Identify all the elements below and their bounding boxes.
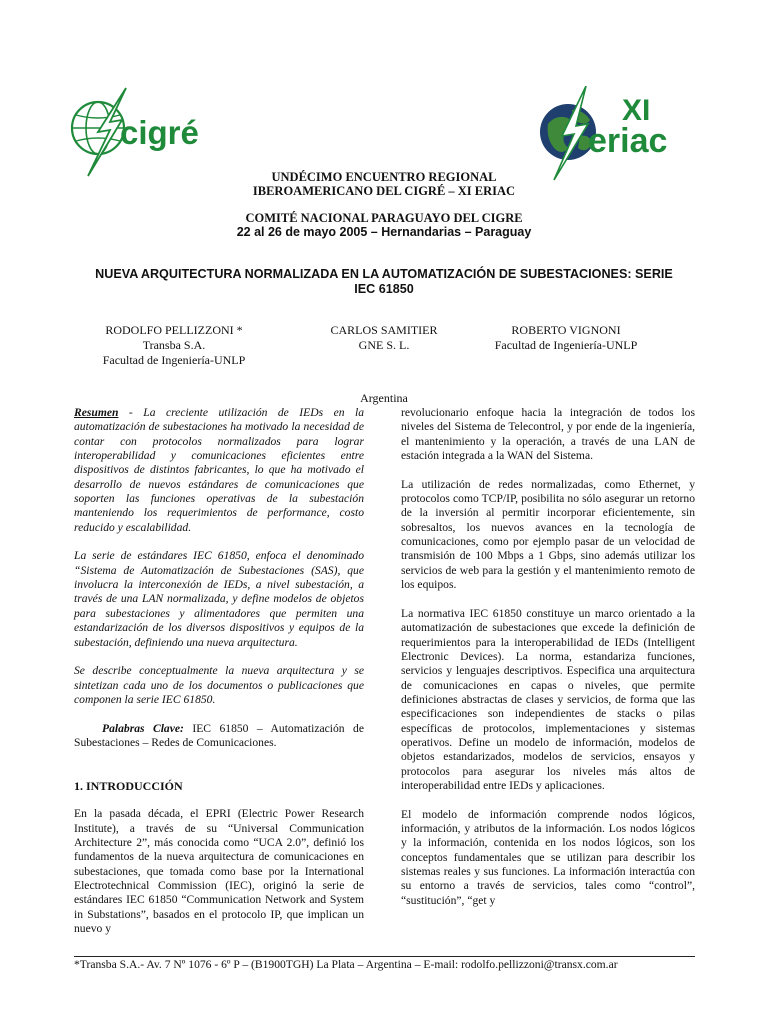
right-paragraph-4: El modelo de información comprende nodos lógicos, información, y atributos de la información. Los nodos lógicos y la información, contenida en los nodos lógicos, son los conceptos fundamentales que se utilizan para describir los sistemas reales y sus funciones. La información interactúa con su entorno a través de servicios, tales como “control”, “sustitución”, “get y [401,807,695,907]
author-2-affiliation: GNE S. L. [358,338,410,352]
cigre-logo [68,86,208,180]
cigre-globe-icon [68,86,208,180]
author-2 [284,323,484,353]
eriac-logo-text: eriac [588,122,668,160]
abstract-text-1: - La creciente utilización de IEDs en la automatización de subestaciones ha motivado la necesidad de contar con protocolos normalizados para lograr interoperabilidad y comunicaciones eficientes entre dispositivos de distintos fabricantes, lo que ha motivado el desarrollo de nuevos estándares de comunicaciones que soporten las funciones operativas de la subestación manteniendo los requerimientos de performance, costo reducido y escalabilidad. [74,406,364,534]
section-heading-intro: 1. INTRODUCCIÓN [74,778,183,793]
footnote-rule [74,956,695,957]
right-paragraph-1: revolucionario enfoque hacia la integración de todos los niveles del Sistema de Telecontrol, y por ende de la ingeniería, el mantenimiento y la operación, a través de una LAN de estación integrada a la WAN del Sistema. [401,406,695,463]
keywords-text: IEC 61850 – Automatización de Subestaciones – Redes de Comunicaciones. [74,721,364,749]
event-name-line2: IBEROAMERICANO DEL CIGRÉ – XI ERIAC [252,184,516,198]
abstract-paragraph-1 [74,406,364,535]
paper-title-line2: IEC 61850 [354,282,414,296]
keywords [74,722,364,751]
author-1-affiliation: Transba S.A. [142,338,206,352]
right-paragraph-2: La utilización de redes normalizadas, como Ethernet, y protocolos como TCP/IP, posibilita no sólo asegurar un retorno de la inversión al permitir incorporar eficientemente, sin sobresaltos, los nuevos avances en la tecnología de comunicaciones, como por ejemplo pasar de un velocidad de transmisión de 100 Mbps a 1 Gbps, sino además utilizar los servicios de web para la gestión y el mantenimiento remoto de los equipos. [401,477,695,592]
intro-paragraph: En la pasada década, el EPRI (Electric Power Research Institute), a través de su “Universal Communication Architecture 2”, más conocida como “UCA 2.0”, definió los fundamentos de la nueva arquitectura de comunicaciones en subestaciones, que tomada como base por la International Electrotechnical Commission (IEC), originó la serie de estándares IEC 61850 “Communication Network and System in Substations”, basados en el protocolo IP, que implican un nuevo y [74,807,364,936]
author-3-name: ROBERTO VIGNONI [511,323,621,337]
eriac-logo-xi: XI [622,94,651,127]
paper-title-line1: NUEVA ARQUITECTURA NORMALIZADA EN LA AUTOMATIZACIÓN DE SUBESTACIONES: SERIE [95,267,673,281]
keywords-label: Palabras Clave: [102,721,184,735]
cigre-logo-text: cigré [120,114,199,151]
author-1-affiliation-2: Facultad de Ingeniería-UNLP [102,353,246,367]
right-column [401,406,695,908]
author-3 [466,323,666,353]
author-2-name: CARLOS SAMITIER [330,323,438,337]
event-date-place: 22 al 26 de mayo 2005 – Hernandarias – Paraguay [236,225,532,239]
event-name-line1: UNDÉCIMO ENCUENTRO REGIONAL [271,170,497,184]
author-3-affiliation: Facultad de Ingeniería-UNLP [494,338,638,352]
footnote: *Transba S.A.- Av. 7 Nº 1076 - 6º P – (B1900TGH) La Plata – Argentina – E-mail: rodolfo.pellizzoni@transx.com.ar [74,958,618,971]
author-1-name: RODOLFO PELLIZZONI * [105,323,243,337]
left-column [74,406,364,936]
eriac-globe-icon [538,86,694,182]
abstract-label: Resumen [74,406,119,419]
author-1 [74,323,274,368]
abstract-paragraph-3: Se describe conceptualmente la nueva arquitectura y se sintetizan cada uno de los documentos o publicaciones que componen la serie IEC 61850. [74,664,364,706]
country: Argentina [360,391,408,405]
right-paragraph-3: La normativa IEC 61850 constituye un marco orientado a la automatización de subestaciones que excede la definición de requerimientos para la interoperabilidad de IEDs (Intelligent Electronic Devices). La norma, estandariza funciones, servicios y lenguajes descriptivos. Especifica una arquitectura de comunicaciones en capas o niveles, que permite definiciones abstractas de clases y servicios, de forma que las especificaciones son independientes de stacks o pilas específicas de protocolos, implementaciones y sistemas operativos. Define un modelo de información, modelos de objetos estandarizados, modelos de servicios, ensayos y protocolos para asegurar los niveles más altos de interoperabilidad entre IEDs y aplicaciones. [401,606,695,792]
eriac-logo [538,86,694,182]
abstract-paragraph-2: La serie de estándares IEC 61850, enfoca el denominado “Sistema de Automatización de Subestaciones (SAS), que involucra la interconexión de IEDs, a nivel subestación, a través de una LAN normalizada, y define modelos de objetos para subestaciones y alimentadores que permiten una estandarización de los diversos dispositivos y equipos de la subestación, definiendo una nueva arquitectura. [74,549,364,649]
committee-name: COMITÉ NACIONAL PARAGUAYO DEL CIGRE [245,211,523,225]
